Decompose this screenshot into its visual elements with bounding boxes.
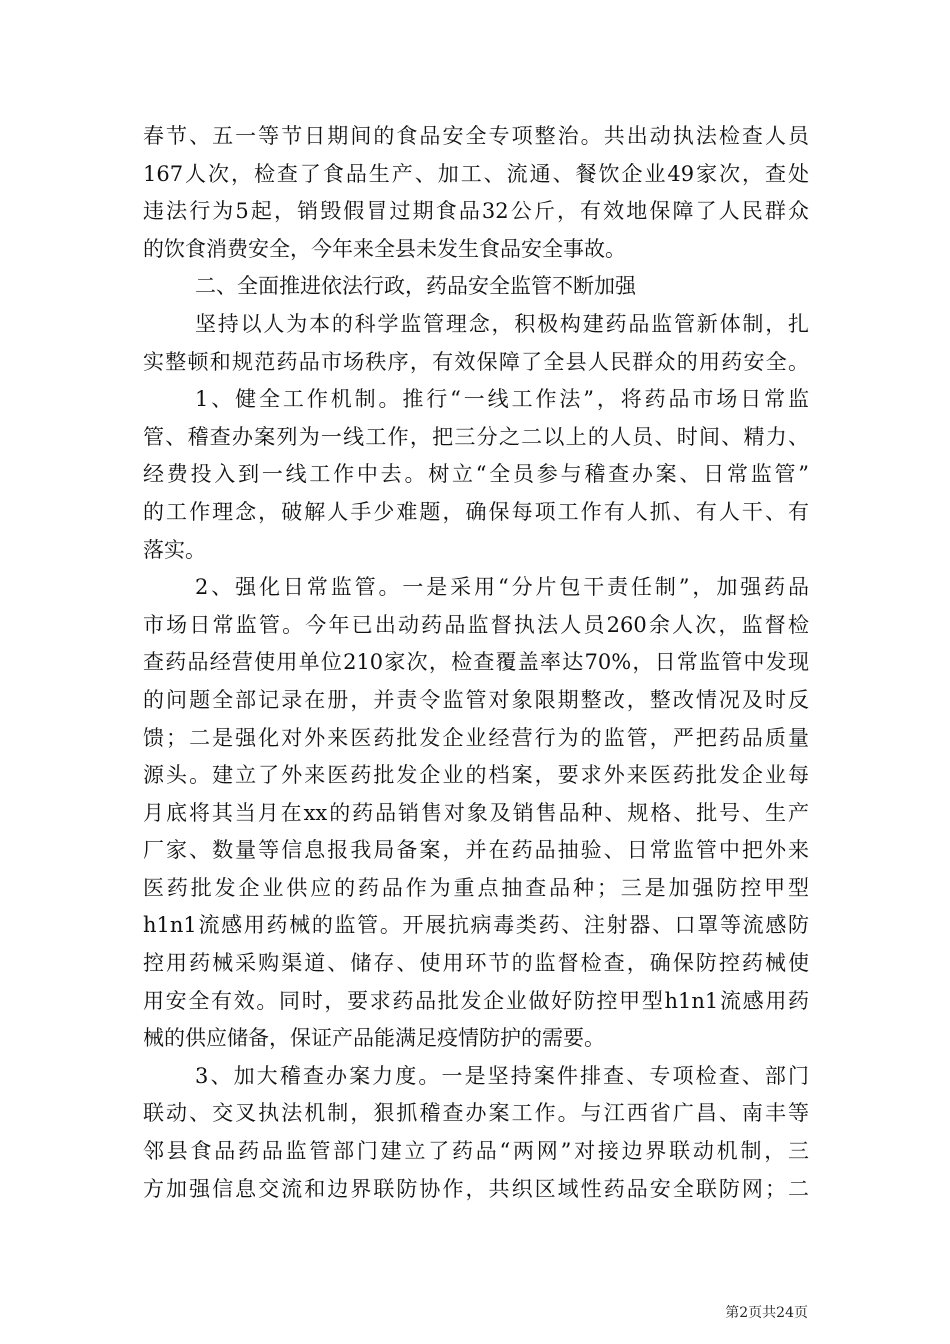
text-line: 联动、交叉执法机制，狠抓稽查办案工作。与江西省广昌、南丰等 (143, 1101, 809, 1126)
text-line: 167人次，检查了食品生产、加工、流通、餐饮企业49家次，查处 (143, 161, 809, 186)
text-line: 医药批发企业供应的药品作为重点抽查品种；三是加强防控甲型 (143, 875, 809, 900)
text-line: 源头。建立了外来医药批发企业的档案，要求外来医药批发企业每 (143, 763, 809, 788)
text-line: 厂家、数量等信息报我局备案，并在药品抽验、日常监管中把外来 (143, 838, 809, 863)
text-line: 1、健全工作机制。推行“一线工作法”，将药品市场日常监 (195, 387, 809, 412)
text-line: 2、强化日常监管。一是采用“分片包干责任制”，加强药品 (195, 575, 809, 600)
text-line: 月底将其当月在xx的药品销售对象及销售品种、规格、批号、生产 (143, 800, 809, 825)
text-line: 实整顿和规范药品市场秩序，有效保障了全县人民群众的用药安全。 (143, 349, 809, 374)
text-line: 3、加大稽查办案力度。一是坚持案件排查、专项检查、部门 (195, 1063, 809, 1088)
text-line: 市场日常监管。今年已出动药品监督执法人员260余人次，监督检 (143, 612, 809, 637)
text-line: 春节、五一等节日期间的食品安全专项整治。共出动执法检查人员 (143, 124, 809, 148)
text-line: 查药品经营使用单位210家次，检查覆盖率达70%，日常监管中发现 (143, 650, 809, 675)
page-number-footer: 第2页共24页 (725, 1305, 808, 1321)
text-line: 械的供应储备，保证产品能满足疫情防护的需要。 (143, 1026, 605, 1051)
text-line: 违法行为5起，销毁假冒过期食品32公斤，有效地保障了人民群众 (143, 199, 809, 224)
text-line: 的问题全部记录在册，并责令监管对象限期整改，整改情况及时反 (143, 687, 809, 712)
text-line: 的饮食消费安全，今年来全县未发生食品安全事故。 (143, 236, 626, 261)
text-line: 落实。 (143, 537, 206, 562)
body-text (143, 118, 809, 1208)
text-line: 邻县食品药品监管部门建立了药品“两网”对接边界联动机制，三 (143, 1139, 809, 1164)
text-line: 用安全有效。同时，要求药品批发企业做好防控甲型h1n1流感用药 (143, 988, 809, 1013)
text-line: h1n1流感用药械的监管。开展抗病毒类药、注射器、口罩等流感防 (143, 913, 809, 938)
section-heading: 二、全面推进依法行政，药品安全监管不断加强 (195, 274, 636, 299)
text-line: 的工作理念，破解人手少难题，确保每项工作有人抓、有人干、有 (143, 499, 809, 524)
text-line: 控用药械采购渠道、储存、使用环节的监督检查，确保防控药械使 (143, 951, 809, 976)
text-line: 坚持以人为本的科学监管理念，积极构建药品监管新体制，扎 (195, 311, 809, 336)
text-line: 经费投入到一线工作中去。树立“全员参与稽查办案、日常监管” (143, 462, 809, 487)
text-line: 馈；二是强化对外来医药批发企业经营行为的监管，严把药品质量 (143, 725, 809, 750)
text-line: 管、稽查办案列为一线工作，把三分之二以上的人员、时间、精力、 (143, 424, 809, 449)
text-line: 方加强信息交流和边界联防协作，共织区域性药品安全联防网；二 (143, 1176, 809, 1201)
